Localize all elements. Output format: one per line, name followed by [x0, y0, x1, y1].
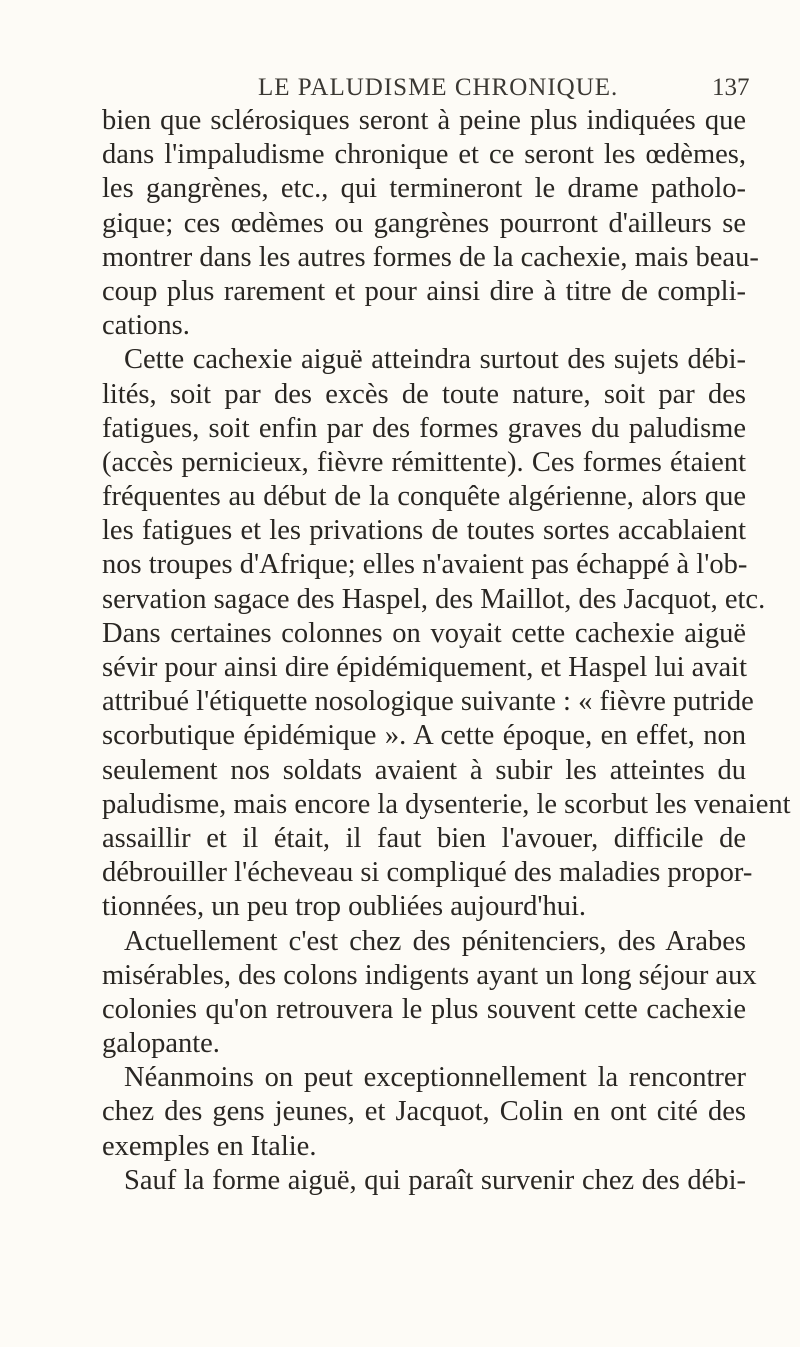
- text-line: dans l'impaludisme chronique et ce seront les œdèmes,: [102, 139, 746, 171]
- text-line: Actuellement c'est chez des pénitenciers, des Arabes: [124, 925, 746, 957]
- text-line: coup plus rarement et pour ainsi dire à titre de compli-: [102, 275, 746, 307]
- text-line: les gangrènes, etc., qui termineront le drame patholo-: [102, 173, 746, 205]
- text-line: colonies qu'on retrouvera le plus souvent cette cachexie: [102, 993, 746, 1025]
- text-line: montrer dans les autres formes de la cachexie, mais beau-: [102, 241, 759, 273]
- text-line: cations.: [102, 310, 190, 342]
- text-line: tionnées, un peu trop oubliées aujourd'hui.: [102, 891, 586, 923]
- text-line: paludisme, mais encore la dysenterie, le scorbut les venaient: [102, 788, 791, 820]
- text-line: fatigues, soit enfin par des formes graves du paludisme: [102, 412, 746, 444]
- text-line: exemples en Italie.: [102, 1130, 317, 1162]
- text-line: nos troupes d'Afrique; elles n'avaient pas échappé à l'ob-: [102, 549, 748, 581]
- text-line: Dans certaines colonnes on voyait cette cachexie aiguë: [102, 617, 746, 649]
- text-line: bien que sclérosiques seront à peine plus indiquées que: [102, 105, 746, 136]
- text-line: attribué l'étiquette nosologique suivante : « fièvre putride: [102, 686, 754, 718]
- text-line: débrouiller l'écheveau si compliqué des maladies propor-: [102, 857, 753, 889]
- text-line: lités, soit par des excès de toute nature, soit par des: [102, 378, 746, 410]
- text-line: chez des gens jeunes, et Jacquot, Colin en ont cité des: [102, 1096, 746, 1128]
- text-line: gique; ces œdèmes ou gangrènes pourront d'ailleurs se: [102, 207, 746, 239]
- text-line: assaillir et il était, il faut bien l'avouer, difficile de: [102, 822, 746, 854]
- text-line: seulement nos soldats avaient à subir les atteintes du: [102, 754, 746, 786]
- text-line: Néanmoins on peut exceptionnellement la rencontrer: [124, 1062, 746, 1094]
- text-line: sévir pour ainsi dire épidémiquement, et Haspel lui avait: [102, 652, 748, 683]
- text-line: Cette cachexie aiguë atteindra surtout des sujets débi-: [124, 344, 746, 376]
- text-line: scorbutique épidémique ». A cette époque, en effet, non: [102, 720, 746, 752]
- text-line: les fatigues et les privations de toutes sortes accablaient: [102, 515, 746, 547]
- body-text: [102, 104, 791, 1198]
- text-line: fréquentes au début de la conquête algérienne, alors que: [102, 481, 746, 513]
- text-line: (accès pernicieux, fièvre rémittente). Ces formes étaient: [102, 446, 746, 478]
- text-line: servation sagace des Haspel, des Maillot, des Jacquot, etc.: [102, 583, 766, 615]
- text-line: Sauf la forme aiguë, qui paraît survenir chez des débi-: [124, 1164, 746, 1196]
- page-number: 137: [712, 74, 750, 101]
- running-title: LE PALUDISME CHRONIQUE.: [258, 74, 619, 101]
- text-line: galopante.: [102, 1028, 220, 1060]
- running-header: [0, 74, 800, 104]
- text-line: misérables, des colons indigents ayant un long séjour aux: [102, 959, 757, 991]
